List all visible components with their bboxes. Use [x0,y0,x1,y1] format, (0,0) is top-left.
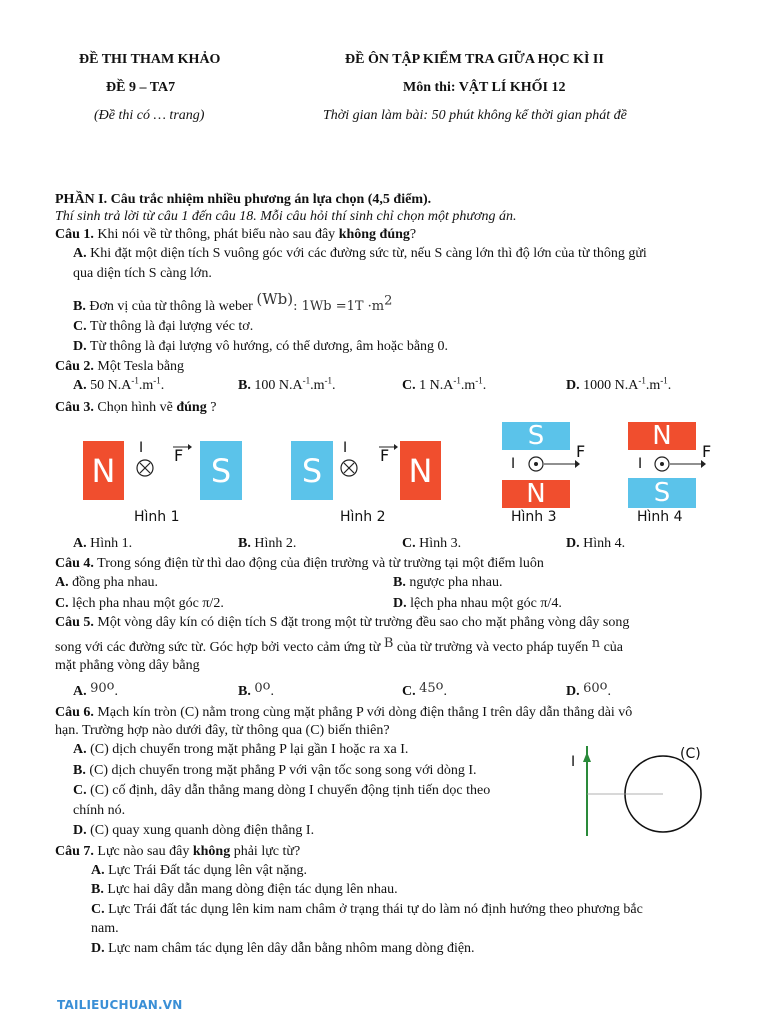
q2-c-tail: .m [460,378,476,393]
q2-d-text: 1000 N.A [579,378,639,393]
q5-text1: Một vòng dây kín có diện tích S đặt trong một từ trường đều sao cho mặt phẳng vòng dây song [93,615,630,630]
q6-d-text: (C) quay xung quanh dòng điện thẳng I. [86,823,315,838]
q7-d-label: D. [91,941,105,956]
q2-a-text: 50 N.A [86,378,132,393]
h1-force-label: F [174,446,184,465]
q1-a-label: A. [73,246,87,261]
q1-a-text: Khi đặt một diện tích S vuông góc với các đường sức từ, nếu S càng lớn thì độ lớn của từ thông gửi [86,246,647,261]
q2-option-b [238,377,335,395]
q6-b-text: (C) dịch chuyển trong mặt phẳng P với vận tốc song song với dòng I. [85,763,477,778]
q7-b-label: B. [91,882,104,897]
h2-cross-symbol [339,458,359,478]
q7-emph: không [192,844,231,859]
q1-text: Khi nói về từ thông, phát biểu nào sau đây [93,227,339,242]
q2-d-end: . [667,378,672,393]
q2-b-exp1: -1 [302,375,311,386]
q2-b-tail: .m [310,378,325,393]
h2-current-label: I [343,440,348,456]
q3-option-a [73,535,132,553]
header-left-pages: (Đề thi có … trang) [94,108,205,123]
h2-force-label: F [380,446,390,465]
q3-emph: đúng [176,400,207,415]
h1-current-label: I [139,440,144,456]
q1-d-text: Từ thông là đại lượng vô hướng, có thể dương, âm hoặc bằng 0. [86,339,449,354]
q7-a-text: Lực Trái Đất tác dụng lên vật nặng. [104,863,308,878]
q2-text: Một Tesla bằng [93,359,185,374]
q5-b-label: B. [238,684,251,699]
h2-magnet-s: S [291,441,333,500]
h3-caption: Hình 3 [511,509,557,525]
h3-current-label: I [511,456,516,472]
q1-option-a-cont: qua diện tích S càng lớn. [73,266,212,281]
q3-c-label: C. [402,536,416,551]
q6-option-c-cont: chính nó. [73,803,126,818]
q7-d-text: Lực nam châm tác dụng lên dây dẫn bằng nhôm mang dòng điện. [104,941,475,956]
q2-stem [55,358,715,376]
q4-d-label: D. [393,596,407,611]
q5-text2b: của từ trường và vecto pháp tuyến [393,640,592,655]
q5-stem-line3: mặt phẳng vòng dây bằng [55,658,200,673]
q2-option-d [566,377,671,395]
q5-d-label: D. [566,684,580,699]
q5-a-label: A. [73,684,87,699]
q1-d-label: D. [73,339,87,354]
q2-a-tail: .m [138,378,154,393]
q1-option-b [73,290,733,316]
q1-b-label: B. [73,299,86,314]
q5-d-value: 60 [583,681,600,696]
q5-c-unit: o [435,678,444,694]
q6-stem-line1 [55,704,715,722]
q6-c-text: (C) cố định, dây dẫn thẳng mang dòng I chuyển động tịnh tiến dọc theo [86,783,491,798]
q4-c-label: C. [55,596,69,611]
q1-c-label: C. [73,319,87,334]
h1-magnet-n: N [83,441,124,500]
h1-cross-symbol [135,458,155,478]
q7-option-c [91,901,716,919]
q1-emph: không đúng [338,227,410,242]
q3-stem [55,399,715,417]
q5-label: Câu 5. [55,615,94,630]
q7-label: Câu 7. [55,844,94,859]
h4-magnet-s: S [628,478,696,508]
q2-d-exp2: -1 [660,375,668,386]
q2-a-exp2: -1 [153,375,161,386]
q6-label: Câu 6. [55,705,94,720]
q4-d-text: lệch pha nhau một góc π/4. [406,596,562,611]
q6-a-text: (C) dịch chuyển trong mặt phẳng P lại gần I hoặc ra xa I. [86,742,409,757]
q5-d-unit: o [599,678,608,694]
q3-a-label: A. [73,536,87,551]
part1-instruction: Thí sinh trả lời từ câu 1 đến câu 18. Mỗi câu hỏi thí sinh chỉ chọn một phương án. [55,209,517,224]
h4-dot-symbol [653,455,671,473]
q6-text1: Mạch kín tròn (C) nằm trong cùng mặt phẳng P với dòng điện thẳng I trên dây dẫn thẳng dài vô [93,705,633,720]
q2-a-exp1: -1 [131,375,139,386]
q3-d-label: D. [566,536,580,551]
h3-force-arrow [544,459,580,469]
q7-b-text: Lực hai dây dẫn mang dòng điện tác dụng lên nhau. [103,882,398,897]
q5-option-c: C. 45$^o$. [402,678,447,699]
q5-b-unit: o [262,678,271,694]
q3-option-d [566,535,625,553]
q2-b-exp2: -1 [324,375,332,386]
q2-option-a [73,377,164,395]
q2-c-label: C. [402,378,416,393]
h2-magnet-n: N [400,441,441,500]
q1-b-math-unit: (Wb) [256,290,294,308]
q6-stem-line2: hạn. Trường hợp nào dưới đây, từ thông qua (C) biến thiên? [55,723,390,738]
q3-b-text: Hình 2. [250,536,297,551]
q5-stem-line2 [55,636,715,657]
q2-c-end: . [482,378,487,393]
q4-option-c [55,595,224,613]
q7-option-d [91,940,751,958]
q1-label: Câu 1. [55,227,94,242]
q4-stem [55,555,715,573]
q5-a-value: 90 [90,681,107,696]
q2-c-text: 1 N.A [415,378,454,393]
q5-vector-n: n [591,636,601,651]
q3-d-text: Hình 4. [579,536,626,551]
q5-stem-line1 [55,614,715,632]
q4-option-d [393,595,562,613]
q4-b-text: ngược pha nhau. [405,575,503,590]
q5-text2c: của [600,640,623,655]
q6-b-label: B. [73,763,86,778]
q5-a-unit: o [106,678,115,694]
q6-diagram [565,740,725,840]
q7-c-text: Lực Trái đất tác dụng lên kim nam châm ở trạng thái tự do làm nó định hướng theo phương bắc [104,902,643,917]
q2-c-exp2: -1 [475,375,483,386]
q6-fig-loop-label: (C) [680,746,701,762]
h1-magnet-s: S [200,441,242,500]
h3-magnet-n: N [502,480,570,508]
h2-caption: Hình 2 [340,509,386,525]
q4-option-a [55,574,158,592]
q3-text: Chọn hình vẽ [93,400,177,415]
q3-after: ? [206,400,217,415]
q3-label: Câu 3. [55,400,94,415]
q7-stem [55,843,715,861]
q5-b-value: 0 [254,681,263,696]
q2-b-end: . [331,378,336,393]
part1-title: PHẦN I. Câu trắc nhiệm nhiều phương án lựa chọn (4,5 điểm). [55,192,432,207]
q2-a-label: A. [73,378,87,393]
q1-c-text: Từ thông là đại lượng véc tơ. [86,319,254,334]
q1-after: ? [409,227,417,242]
q4-a-text: đồng pha nhau. [68,575,159,590]
q5-text2a: song với các đường sức từ. Góc hợp bởi vecto cảm ứng từ [55,640,384,655]
q6-a-label: A. [73,742,87,757]
q7-a-label: A. [91,863,105,878]
q4-b-label: B. [393,575,406,590]
q1-stem [55,226,715,244]
q6-fig-current-label: I [571,754,576,770]
h1-caption: Hình 1 [134,509,180,525]
q2-a-end: . [160,378,165,393]
q3-option-c [402,535,461,553]
q4-text: Trong sóng điện từ thì dao động của điện trường và từ trường tại một điểm luôn [93,556,544,571]
header-left-code: ĐỀ 9 – TA7 [106,80,176,95]
header-right-time: Thời gian làm bài: 50 phút không kể thời gian phát đề [323,108,627,123]
q5-vector-b: B [383,636,394,651]
q4-option-b [393,574,502,592]
q2-c-exp1: -1 [453,375,461,386]
footer-brand-logo [57,998,183,1012]
q2-b-text: 100 N.A [250,378,303,393]
q7-c-label: C. [91,902,105,917]
q5-option-b: B. 0$^o$. [238,678,274,699]
q7-option-b [91,881,751,899]
h3-force-label: F [576,442,586,461]
h3-magnet-s: S [502,422,570,450]
h4-current-label: I [638,456,643,472]
h4-force-label: F [702,442,712,461]
h4-magnet-n: N [628,422,696,450]
q1-b-text: Đơn vị của từ thông là weber [85,299,257,314]
q2-d-label: D. [566,378,580,393]
q6-c-label: C. [73,783,87,798]
q2-b-label: B. [238,378,251,393]
q1-b-math-eq: : 1Wb =1T ·m [293,299,385,314]
h3-dot-symbol [527,455,545,473]
q3-c-text: Hình 3. [415,536,462,551]
q7-option-a [91,862,751,880]
q4-label: Câu 4. [55,556,94,571]
h4-force-arrow [670,459,706,469]
footer-brand-text: TAILIEUCHUAN.VN [57,998,183,1012]
q1-option-c [73,318,733,336]
q6-current-arrow [583,752,591,762]
q3-b-label: B. [238,536,251,551]
q3-option-b [238,535,296,553]
q4-c-text: lệch pha nhau một góc π/2. [68,596,224,611]
q7-after: phải lực từ? [230,844,301,859]
q7-option-c-cont: nam. [91,921,119,936]
h4-caption: Hình 4 [637,509,683,525]
q2-option-c [402,377,486,395]
q6-d-label: D. [73,823,87,838]
q3-a-text: Hình 1. [86,536,133,551]
q2-label: Câu 2. [55,359,94,374]
q7-text: Lực nào sau đây [93,844,193,859]
header-right-subject: Môn thi: VẬT LÍ KHỐI 12 [403,80,566,95]
q5-c-label: C. [402,684,416,699]
q1-option-a [73,245,733,263]
q1-option-d [73,338,733,356]
q4-a-label: A. [55,575,69,590]
header-right-title: ĐỀ ÔN TẬP KIỂM TRA GIỮA HỌC KÌ II [345,52,604,67]
q5-option-d: D. 60$^o$. [566,678,611,699]
q2-d-tail: .m [645,378,661,393]
q5-c-value: 45 [419,681,436,696]
q5-option-a: A. 90$^o$. [73,678,118,699]
q1-b-math-exp: 2 [384,293,393,309]
header-left-title: ĐỀ THI THAM KHẢO [79,52,221,67]
q2-d-exp1: -1 [638,375,646,386]
